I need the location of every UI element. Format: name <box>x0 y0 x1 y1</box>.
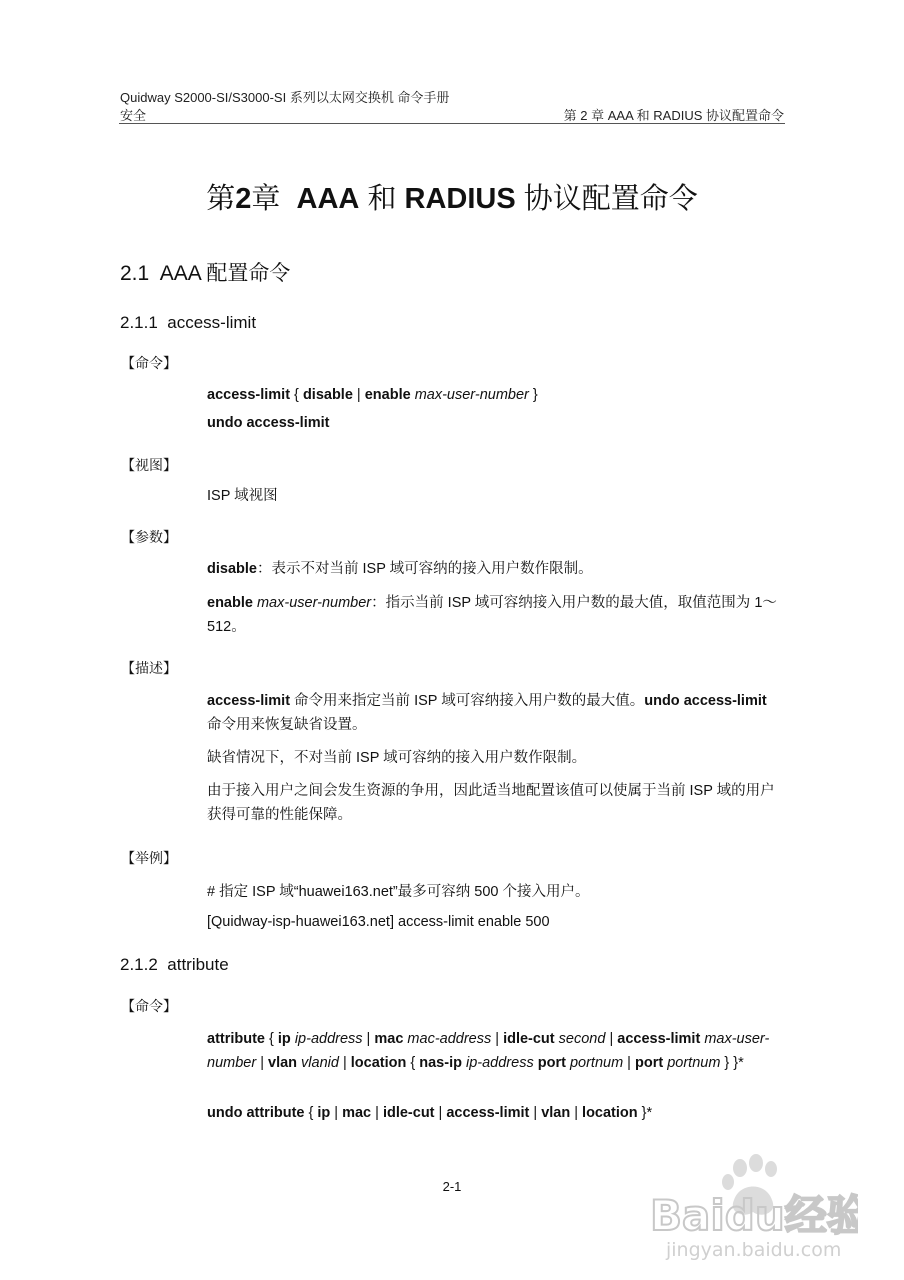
attribute-undo-syntax <box>207 1101 652 1125</box>
subsection-number: 2.1.2 <box>120 955 158 974</box>
kw-idle-cut: idle-cut <box>503 1031 555 1047</box>
sep: | <box>491 1031 504 1047</box>
label-command: 【命令】 <box>121 998 177 1014</box>
subsection-title: access-limit <box>167 313 257 332</box>
brace-open: { <box>304 1105 318 1121</box>
subsection-heading-access-limit <box>120 313 256 333</box>
label-view: 【视图】 <box>121 457 177 473</box>
sep: | <box>352 387 365 403</box>
page-number: 2-1 <box>442 1179 462 1194</box>
sep: | <box>623 1055 635 1071</box>
watermark-url: jingyan.baidu.com <box>666 1239 842 1261</box>
baidu-watermark <box>648 1152 858 1262</box>
description-para-2: 缺省情况下，不对当前 ISP 域可容纳的接入用户数作限制。 <box>207 750 587 766</box>
view-text: ISP 域视图 <box>207 488 278 504</box>
param-disable <box>207 557 593 581</box>
label-command: 【命令】 <box>121 355 177 371</box>
brace-open: { <box>265 1031 278 1047</box>
brace-open: { <box>290 387 303 403</box>
kw-undo-attribute: undo attribute <box>207 1105 305 1121</box>
sep: | <box>330 1105 343 1121</box>
subsection-title: attribute <box>167 955 229 974</box>
cmd-access-limit: access-limit <box>207 387 291 403</box>
brace-open: { <box>406 1055 420 1071</box>
kw-vlan: vlan <box>268 1055 298 1071</box>
param-enable <box>207 591 785 639</box>
kw-attribute: attribute <box>207 1031 265 1047</box>
description-para-3: 由于接入用户之间会发生资源的争用，因此适当地配置该值可以使属于当前 ISP 域的用户获得可靠的性能保障。 <box>207 783 775 823</box>
baidu-paw-logo-icon <box>648 1152 858 1262</box>
param-portnum: portnum <box>667 1055 721 1071</box>
kw-idle-cut: idle-cut <box>382 1105 435 1121</box>
sep: | <box>362 1031 375 1047</box>
kw-mac: mac <box>342 1105 372 1121</box>
chapter-and: 和 <box>367 183 397 215</box>
kw-vlan: vlan <box>541 1105 571 1121</box>
section-title: AAA 配置命令 <box>159 262 291 285</box>
header-section-name: 安全 <box>120 108 147 123</box>
command-syntax <box>207 383 538 407</box>
kw-mac: mac <box>374 1031 404 1047</box>
kw-enable: enable <box>364 387 411 403</box>
sep: | <box>256 1055 268 1071</box>
param-portnum: portnum <box>569 1055 624 1071</box>
desc-mid: 命令用来指定当前 ISP 域可容纳接入用户数的最大值。 <box>290 693 645 709</box>
desc-undo-cmd: undo access-limit <box>644 693 767 709</box>
chapter-prefix: 第 <box>206 183 236 215</box>
chapter-suffix: 章 <box>251 183 281 215</box>
kw-location: location <box>582 1105 638 1121</box>
param-ip-address: ip-address <box>466 1055 534 1071</box>
example-comment: # 指定 ISP 域“huawei163.net”最多可容纳 500 个接入用户。 <box>207 884 590 900</box>
kw-port: port <box>634 1055 664 1071</box>
sep: | <box>570 1105 583 1121</box>
kw-access-limit: access-limit <box>617 1031 701 1047</box>
param-max-user-number: max-user-number <box>414 387 529 403</box>
sep: | <box>605 1031 618 1047</box>
watermark-brand: Baidu经验 <box>650 1191 858 1240</box>
kw-access-limit: access-limit <box>446 1105 530 1121</box>
kw-port: port <box>537 1055 566 1071</box>
brace-close: } <box>528 387 538 403</box>
param-max-user-number: max-user-number <box>207 1031 770 1071</box>
kw-ip: ip <box>317 1105 331 1121</box>
chapter-rest: 协议配置命令 <box>523 183 698 215</box>
param-mac-address: mac-address <box>407 1031 492 1047</box>
attribute-command-syntax <box>207 1027 785 1075</box>
param-key: disable <box>207 561 257 577</box>
sep: | <box>529 1105 542 1121</box>
header-rule <box>119 123 785 124</box>
section-heading <box>120 257 290 287</box>
param-second: second <box>558 1031 606 1047</box>
subsection-number: 2.1.1 <box>120 313 158 332</box>
kw-disable: disable <box>302 387 353 403</box>
sep: | <box>338 1055 351 1071</box>
param-key: enable <box>207 595 253 611</box>
param-desc: ：表示不对当前 ISP 域可容纳的接入用户数作限制。 <box>256 561 593 577</box>
description-para-1 <box>207 689 785 737</box>
desc-cmd: access-limit <box>207 693 291 709</box>
label-description: 【描述】 <box>121 660 177 676</box>
section-number: 2.1 <box>120 262 150 285</box>
param-name: max-user-number <box>256 595 372 611</box>
param-ip-address: ip-address <box>294 1031 363 1047</box>
brace-close: } }* <box>720 1055 744 1071</box>
command-undo: undo access-limit <box>207 415 330 431</box>
chapter-title <box>0 176 904 217</box>
desc-end: 命令用来恢复缺省设置。 <box>207 717 367 733</box>
header-manual-title: Quidway S2000-SI/S3000-SI 系列以太网交换机 命令手册 <box>120 90 450 105</box>
brace-close: }* <box>637 1105 653 1121</box>
label-example: 【举例】 <box>121 850 177 866</box>
label-params: 【参数】 <box>121 529 177 545</box>
param-vlanid: vlanid <box>301 1055 339 1071</box>
kw-location: location <box>350 1055 407 1071</box>
chapter-number: 2 <box>235 183 252 215</box>
example-command: [Quidway-isp-huawei163.net] access-limit enable 500 <box>207 914 550 930</box>
kw-nas-ip: nas-ip <box>419 1055 462 1071</box>
header-chapter-title: 第 2 章 AAA 和 RADIUS 协议配置命令 <box>563 108 784 123</box>
chapter-radius: RADIUS <box>404 183 516 215</box>
sep: | <box>434 1105 447 1121</box>
sep: | <box>371 1105 383 1121</box>
chapter-aaa: AAA <box>296 183 360 215</box>
kw-ip: ip <box>277 1031 291 1047</box>
subsection-heading-attribute <box>120 955 229 975</box>
param-desc: ：指示当前 ISP 域可容纳接入用户数的最大值，取值范围为 1～512。 <box>207 595 777 635</box>
